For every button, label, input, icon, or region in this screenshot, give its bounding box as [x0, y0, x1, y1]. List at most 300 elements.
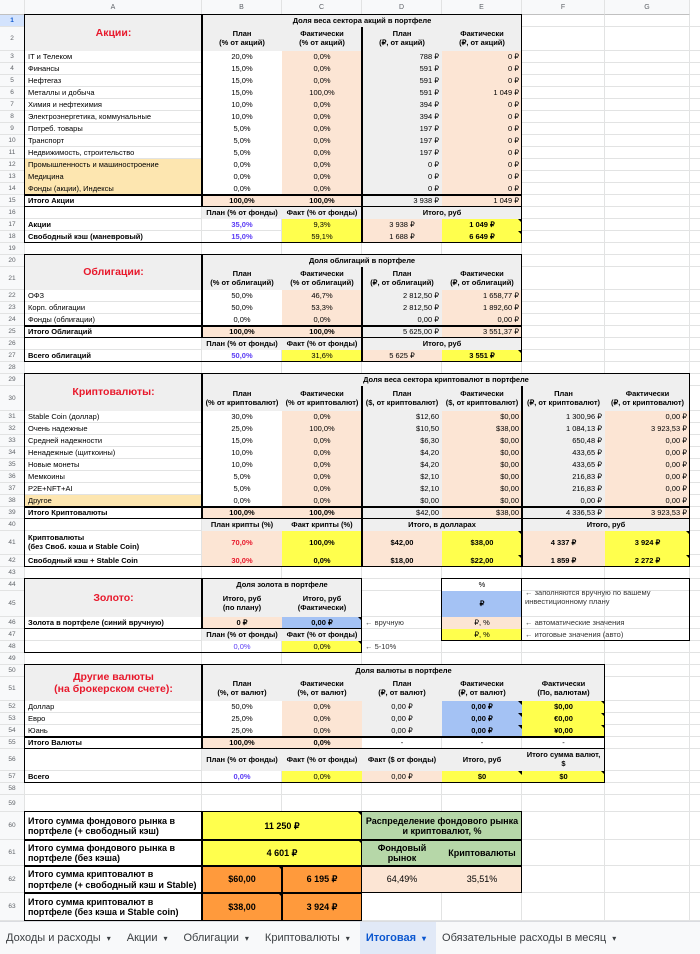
- stock-plan-rub: 591 ₽: [362, 87, 442, 99]
- crypto-category-name: Новые монеты: [28, 459, 80, 469]
- row-header[interactable]: 39: [0, 507, 25, 519]
- legend-note-total: ← итоговые значения (авто): [525, 629, 624, 639]
- row-header[interactable]: 7: [0, 99, 25, 111]
- crypto-total-plan-pct: 100,0%: [202, 507, 282, 519]
- currency-plan-pct[interactable]: 50,0%: [202, 701, 282, 713]
- bond-type-name: Корп. облигации: [28, 302, 86, 312]
- crypto-summary-fact-rub: 3 924 ₽: [605, 531, 690, 555]
- chevron-down-icon[interactable]: ▾: [345, 933, 350, 943]
- row-header[interactable]: 35: [0, 459, 25, 471]
- totals-crypto-usd: $38,00: [202, 893, 282, 921]
- stocks-total-fact-pct: 100,0%: [282, 195, 362, 207]
- crypto-plan-usd: $10,50: [362, 423, 442, 435]
- stock-fact-pct: 0,0%: [282, 171, 362, 183]
- row-header[interactable]: 62: [0, 866, 25, 893]
- bonds-summary-fact-rub: 3 551 ₽: [442, 350, 522, 362]
- distribution-crypto-header: Криптовалюты: [442, 840, 522, 866]
- sheet-tab[interactable]: [0, 922, 121, 954]
- crypto-summary-fact: 100,0%: [282, 531, 362, 555]
- bonds-column-header: План (% от облигаций): [202, 267, 282, 290]
- row-header[interactable]: 27: [0, 350, 25, 362]
- table-border: [362, 839, 522, 841]
- crypto-summary-plan[interactable]: 30,0%: [202, 555, 282, 567]
- crypto-fact-pct: 0,0%: [282, 495, 362, 507]
- crypto-summary-header: Итого, руб: [522, 519, 690, 531]
- stock-plan-rub: 394 ₽: [362, 99, 442, 111]
- row-header[interactable]: 36: [0, 471, 25, 483]
- stock-plan-rub: 197 ₽: [362, 147, 442, 159]
- stocks-summary-fact: 9,3%: [282, 219, 362, 231]
- row-header[interactable]: 46: [0, 617, 25, 629]
- bonds-summary-plan[interactable]: 50,0%: [231, 350, 253, 360]
- stock-sector-name: Финансы: [28, 63, 60, 73]
- gold-title: Золото:: [25, 579, 202, 617]
- row-header[interactable]: 57: [0, 771, 25, 783]
- stock-plan-pct[interactable]: 15,0%: [202, 87, 282, 99]
- crypto-summary-plan-rub: 4 337 ₽: [522, 531, 605, 555]
- crypto-column-header: План (₽, от криптовалют): [522, 386, 605, 411]
- row-header[interactable]: 14: [0, 183, 25, 195]
- crypto-plan-usd: $4,20: [362, 447, 442, 459]
- crypto-plan-pct[interactable]: 10,0%: [202, 459, 282, 471]
- currencies-column-header: План (₽, от валют): [362, 677, 442, 701]
- totals-row-label: Итого сумма фондового рынка в портфеле (+ свободный кэш): [28, 815, 176, 836]
- crypto-fact-rub: 0,00 ₽: [605, 471, 690, 483]
- bond-fact-pct: 0,0%: [282, 314, 362, 326]
- stock-plan-pct[interactable]: 0,0%: [202, 159, 282, 171]
- crypto-fact-pct: 0,0%: [282, 459, 362, 471]
- column-header-C[interactable]: C: [282, 0, 362, 15]
- chevron-down-icon[interactable]: ▾: [106, 933, 111, 943]
- chevron-down-icon[interactable]: ▾: [422, 933, 427, 943]
- stock-fact-pct: 0,0%: [282, 111, 362, 123]
- crypto-plan-rub: 1 300,96 ₽: [522, 411, 605, 423]
- crypto-category-name: Ненадежные (щиткоины): [28, 447, 116, 457]
- stock-fact-rub: 0 ₽: [442, 147, 522, 159]
- sheet-tab-label: Обязательные расходы в месяц: [442, 932, 607, 944]
- crypto-total-fact-rub: 3 923,53 ₽: [605, 507, 690, 519]
- currencies-total-plan-pct: 100,0%: [202, 737, 282, 749]
- row-header[interactable]: 59: [0, 795, 25, 812]
- crypto-fact-pct: 0,0%: [282, 471, 362, 483]
- table-border: [362, 865, 522, 867]
- currency-plan-pct[interactable]: 25,0%: [202, 713, 282, 725]
- stocks-summary-fact-rub: 6 649 ₽: [442, 231, 522, 243]
- stock-fact-pct: 0,0%: [282, 63, 362, 75]
- bonds-column-header: План (₽, от облигаций): [362, 267, 442, 290]
- stock-plan-pct[interactable]: 0,0%: [202, 183, 282, 195]
- row-header[interactable]: 45: [0, 591, 25, 617]
- sheet-tab[interactable]: [178, 922, 259, 954]
- crypto-summary-plan-rub: 1 859 ₽: [522, 555, 605, 567]
- row-header[interactable]: 51: [0, 677, 25, 701]
- stock-fact-rub: 0 ₽: [442, 135, 522, 147]
- bonds-summary-fact: 31,6%: [282, 350, 362, 362]
- row-header[interactable]: 33: [0, 435, 25, 447]
- row-header[interactable]: 15: [0, 195, 25, 207]
- crypto-group-header: Доля веса сектора криптовалют в портфеле: [202, 374, 690, 386]
- row-header[interactable]: 43: [0, 567, 25, 579]
- row-header[interactable]: 25: [0, 326, 25, 338]
- crypto-fact-usd: $0,00: [442, 447, 522, 459]
- column-header-B[interactable]: B: [202, 0, 282, 15]
- crypto-plan-pct[interactable]: 10,0%: [202, 447, 282, 459]
- row-header[interactable]: 20: [0, 255, 25, 267]
- bond-fact-rub: 0,00 ₽: [442, 314, 522, 326]
- gold-plan-rub: 0 ₽: [202, 617, 282, 629]
- table-border: [361, 267, 363, 338]
- crypto-fact-pct: 0,0%: [282, 411, 362, 423]
- stocks-summary-plan[interactable]: 35,0%: [231, 219, 253, 229]
- row-header[interactable]: 52: [0, 701, 25, 713]
- crypto-plan-pct[interactable]: 15,0%: [202, 435, 282, 447]
- crypto-plan-rub: 433,65 ₽: [522, 459, 605, 471]
- bonds-total-label: Итого Облигаций: [28, 326, 93, 336]
- chevron-down-icon[interactable]: ▾: [612, 933, 617, 943]
- totals-row-label: Итого сумма фондового рынка в портфеле (без кэша): [28, 842, 176, 863]
- stock-sector-name: Фонды (акции), Индексы: [25, 183, 202, 195]
- table-border: [25, 892, 362, 894]
- gold-range-note: ← 5-10%: [365, 641, 397, 651]
- sheet-tabs-bar: [0, 921, 700, 954]
- currency-name: Юань: [28, 725, 48, 735]
- stock-plan-pct[interactable]: 20,0%: [202, 51, 282, 63]
- bonds-summary-header: План (% от фонды): [202, 338, 282, 350]
- crypto-fact-pct: 0,0%: [282, 447, 362, 459]
- row-header[interactable]: 24: [0, 314, 25, 326]
- currency-fact-pct: 0,0%: [282, 701, 362, 713]
- totals-row-label: Итого сумма криптовалют в портфеле (+ свободный кэш и Stable): [28, 869, 197, 890]
- row-header[interactable]: 10: [0, 135, 25, 147]
- crypto-total-fact-usd: $38,00: [442, 507, 522, 519]
- stock-fact-pct: 0,0%: [282, 99, 362, 111]
- legend-swatch-manual-pct: %: [442, 579, 522, 591]
- currencies-total-fact-pct: 0,0%: [282, 737, 362, 749]
- currency-fact-rub-input[interactable]: 0,00 ₽: [442, 725, 522, 737]
- stock-plan-pct[interactable]: 15,0%: [202, 75, 282, 87]
- currencies-summary-header: План (% от фонды): [202, 749, 282, 771]
- crypto-fact-usd: $38,00: [442, 423, 522, 435]
- row-header[interactable]: 16: [0, 207, 25, 219]
- crypto-summary-fact-rub: 2 272 ₽: [605, 555, 690, 567]
- crypto-summary-plan-usd: $42,00: [362, 531, 442, 555]
- row-header[interactable]: 41: [0, 531, 25, 555]
- bond-plan-pct[interactable]: 0,0%: [202, 314, 282, 326]
- stock-plan-pct[interactable]: 0,0%: [202, 171, 282, 183]
- bond-plan-pct[interactable]: 50,0%: [202, 302, 282, 314]
- totals-crypto-rub: 3 924 ₽: [282, 893, 362, 921]
- crypto-fact-usd: $0,00: [442, 435, 522, 447]
- gold-fact-rub-input[interactable]: 0,00 ₽: [282, 617, 362, 629]
- stock-plan-pct[interactable]: 5,0%: [202, 147, 282, 159]
- crypto-plan-pct[interactable]: 30,0%: [202, 411, 282, 423]
- table-border: [361, 207, 363, 243]
- crypto-fact-rub: 0,00 ₽: [605, 483, 690, 495]
- crypto-summary-label: Криптовалюты (без Своб. кэша и Stable Coin): [28, 533, 140, 551]
- stocks-summary-plan-rub: 1 688 ₽: [362, 231, 442, 243]
- row-header[interactable]: 2: [0, 27, 25, 51]
- bonds-summary-plan-rub: 5 625 ₽: [362, 350, 442, 362]
- stocks-summary-plan[interactable]: 15,0%: [231, 231, 253, 241]
- row-header[interactable]: 3: [0, 51, 25, 63]
- column-header-A[interactable]: A: [25, 0, 202, 15]
- row-header[interactable]: 37: [0, 483, 25, 495]
- crypto-plan-rub: 216,83 ₽: [522, 471, 605, 483]
- stocks-total-label: Итого Акции: [28, 195, 75, 205]
- chevron-down-icon[interactable]: ▾: [163, 933, 168, 943]
- sheet-tab-label: Криптовалюты: [264, 932, 340, 944]
- crypto-category-name: Другое: [25, 495, 202, 507]
- column-header-E[interactable]: E: [442, 0, 522, 15]
- bond-plan-pct[interactable]: 50,0%: [202, 290, 282, 302]
- crypto-plan-rub: 650,48 ₽: [522, 435, 605, 447]
- table-border: [25, 839, 362, 841]
- bond-plan-rub: 2 812,50 ₽: [362, 302, 442, 314]
- row-header[interactable]: 47: [0, 629, 25, 641]
- gold-summary-header: План (% от фонды): [202, 629, 282, 641]
- row-header[interactable]: 48: [0, 641, 25, 653]
- stocks-total-plan-rub: 3 938 ₽: [362, 195, 442, 207]
- row-header[interactable]: 50: [0, 665, 25, 677]
- crypto-plan-usd: $2,10: [362, 471, 442, 483]
- currency-fact-amount: ¥0,00: [522, 725, 605, 737]
- currency-fact-rub-input[interactable]: 0,00 ₽: [442, 713, 522, 725]
- stock-sector-name: Нефтегаз: [28, 75, 62, 85]
- totals-stock-value: 11 250 ₽: [202, 812, 362, 840]
- stock-plan-rub: 788 ₽: [362, 51, 442, 63]
- row-header[interactable]: 28: [0, 362, 25, 374]
- sheet-tab[interactable]: [121, 922, 178, 954]
- stock-sector-name: Недвижимость, строительство: [28, 147, 135, 157]
- row-header[interactable]: 8: [0, 111, 25, 123]
- currency-plan-rub: 0,00 ₽: [362, 725, 442, 737]
- stock-sector-name: IT и Телеком: [28, 51, 73, 61]
- bonds-total-plan-pct: 100,0%: [202, 326, 282, 338]
- bond-plan-rub: 2 812,50 ₽: [362, 290, 442, 302]
- currency-plan-pct[interactable]: 25,0%: [202, 725, 282, 737]
- currencies-total-fact-cur: -: [562, 737, 565, 747]
- crypto-plan-pct[interactable]: 0,0%: [202, 495, 282, 507]
- crypto-plan-rub: 216,83 ₽: [522, 483, 605, 495]
- crypto-category-name: Мемкоины: [28, 471, 65, 481]
- row-header[interactable]: 55: [0, 737, 25, 749]
- bond-plan-rub: 0,00 ₽: [362, 314, 442, 326]
- table-border: [361, 27, 363, 207]
- currency-fact-rub-input[interactable]: 0,00 ₽: [442, 701, 522, 713]
- legend-swatch-manual-rub: ₽: [442, 591, 522, 617]
- gold-column-header: Итого, руб (Фактически): [282, 591, 362, 617]
- stocks-summary-plan-rub: 3 938 ₽: [362, 219, 442, 231]
- stocks-summary-header: План (% от фонды): [202, 207, 282, 219]
- row-header[interactable]: 34: [0, 447, 25, 459]
- stock-plan-rub: 197 ₽: [362, 123, 442, 135]
- crypto-column-header: Фактически (% от криптовалют): [282, 386, 362, 411]
- table-border: [25, 865, 362, 867]
- table-border: [25, 325, 522, 327]
- row-header[interactable]: 1: [0, 15, 25, 27]
- currencies-column-header: Фактически (По, валютам): [522, 677, 605, 701]
- gold-summary-plan[interactable]: 0,0%: [233, 641, 251, 651]
- sheet-tab[interactable]: [436, 922, 626, 954]
- row-header[interactable]: 26: [0, 338, 25, 350]
- table-border: [201, 15, 203, 207]
- row-header[interactable]: 56: [0, 749, 25, 771]
- stock-plan-pct[interactable]: 5,0%: [202, 123, 282, 135]
- table-border: [201, 812, 203, 921]
- stock-plan-rub: 394 ₽: [362, 111, 442, 123]
- bonds-total-fact-pct: 100,0%: [282, 326, 362, 338]
- crypto-title: Криптовалюты:: [25, 374, 202, 411]
- distribution-crypto-pct: 35,51%: [442, 866, 522, 893]
- table-border: [281, 866, 283, 921]
- row-header[interactable]: 29: [0, 374, 25, 386]
- table-border: [361, 519, 363, 567]
- table-border: [201, 374, 203, 519]
- currencies-summary-header: Итого сумма валют, $: [522, 749, 605, 771]
- stock-sector-name: Транспорт: [28, 135, 65, 145]
- row-header[interactable]: 19: [0, 243, 25, 255]
- stocks-summary-header: Факт (% от фонды): [282, 207, 362, 219]
- row-header[interactable]: 6: [0, 87, 25, 99]
- crypto-plan-usd: $4,20: [362, 459, 442, 471]
- row-header[interactable]: 30: [0, 386, 25, 411]
- crypto-plan-usd: $6,30: [362, 435, 442, 447]
- stock-plan-pct[interactable]: 10,0%: [202, 99, 282, 111]
- stock-plan-pct[interactable]: 10,0%: [202, 111, 282, 123]
- crypto-fact-rub: 0,00 ₽: [605, 411, 690, 423]
- row-header[interactable]: 11: [0, 147, 25, 159]
- row-header[interactable]: 44: [0, 579, 25, 591]
- stock-fact-rub: 0 ₽: [442, 111, 522, 123]
- row-header[interactable]: 54: [0, 725, 25, 737]
- crypto-category-name: P2E+NFT+AI: [28, 483, 73, 493]
- row-header[interactable]: 22: [0, 290, 25, 302]
- currencies-title: Другие валюты (на брокерском счете):: [25, 665, 202, 701]
- stock-plan-rub: 591 ₽: [362, 63, 442, 75]
- bond-fact-pct: 53,3%: [282, 302, 362, 314]
- crypto-plan-rub: 433,65 ₽: [522, 447, 605, 459]
- totals-row-label: Итого сумма криптовалют в портфеле (без кэша и Stable coin): [28, 896, 179, 917]
- stocks-column-header: Фактически (₽, от акций): [442, 27, 522, 51]
- distribution-stock-pct: 64,49%: [362, 866, 442, 893]
- gold-row-label: Золота в портфеле (синий вручную): [28, 617, 164, 627]
- row-header[interactable]: 49: [0, 653, 25, 665]
- stock-plan-pct[interactable]: 15,0%: [202, 63, 282, 75]
- sheet-tab-label: Доходы и расходы: [6, 932, 101, 944]
- bonds-summary-header: Итого, руб: [362, 338, 522, 350]
- row-header[interactable]: 21: [0, 267, 25, 290]
- row-header[interactable]: 60: [0, 812, 25, 840]
- bonds-summary-header: Факт (% от фонды): [282, 338, 362, 350]
- stock-fact-rub: 0 ₽: [442, 159, 522, 171]
- crypto-fact-pct: 0,0%: [282, 483, 362, 495]
- crypto-plan-pct[interactable]: 25,0%: [202, 423, 282, 435]
- row-header[interactable]: 53: [0, 713, 25, 725]
- table-border: [521, 519, 523, 567]
- sheet-tab[interactable]: [259, 922, 360, 954]
- stocks-summary-label: Свободный кэш (маневровый): [28, 231, 143, 241]
- stocks-summary-fact-rub: 1 049 ₽: [442, 219, 522, 231]
- gold-group-header: Доля золота в портфеле: [202, 579, 362, 591]
- crypto-plan-pct[interactable]: 5,0%: [202, 483, 282, 495]
- row-header[interactable]: 31: [0, 411, 25, 423]
- column-header-D[interactable]: D: [362, 0, 442, 15]
- stocks-title: Акции:: [25, 15, 202, 51]
- stock-plan-rub: 197 ₽: [362, 135, 442, 147]
- stock-fact-rub: 0 ₽: [442, 75, 522, 87]
- crypto-plan-rub: 0,00 ₽: [522, 495, 605, 507]
- gold-manual-note: ← вручную: [365, 617, 404, 627]
- stock-fact-pct: 0,0%: [282, 147, 362, 159]
- row-header[interactable]: 17: [0, 219, 25, 231]
- sheet-tab-label: Акции: [126, 932, 158, 944]
- row-header[interactable]: 18: [0, 231, 25, 243]
- row-header[interactable]: 61: [0, 840, 25, 866]
- stock-fact-pct: 0,0%: [282, 123, 362, 135]
- row-header[interactable]: 4: [0, 63, 25, 75]
- currencies-total-label: Итого Валюты: [28, 737, 82, 747]
- legend-swatch-auto: ₽, %: [442, 617, 522, 629]
- gold-summary-fact: 0,0%: [282, 641, 362, 653]
- crypto-fact-usd: $0,00: [442, 495, 522, 507]
- table-border: [521, 386, 523, 519]
- crypto-summary-header: Итого, в долларах: [362, 519, 522, 531]
- sheet-tab[interactable]: [360, 922, 436, 954]
- stock-sector-name: Промышленность и машиностроение: [25, 159, 202, 171]
- chevron-down-icon[interactable]: ▾: [244, 933, 249, 943]
- row-header[interactable]: 9: [0, 123, 25, 135]
- row-header[interactable]: 23: [0, 302, 25, 314]
- crypto-summary-fact-usd: $38,00: [442, 531, 522, 555]
- row-header[interactable]: 13: [0, 171, 25, 183]
- stocks-summary-fact: 59,1%: [282, 231, 362, 243]
- row-header[interactable]: 5: [0, 75, 25, 87]
- row-header[interactable]: 40: [0, 519, 25, 531]
- crypto-category-name: Очень надежные: [28, 423, 88, 433]
- legend-note-manual: ← заполняются вручную по вашему инвестиционному плану: [525, 588, 651, 606]
- bonds-column-header: Фактически (₽, от облигаций): [442, 267, 522, 290]
- row-header[interactable]: 63: [0, 893, 25, 921]
- crypto-fact-usd: $0,00: [442, 483, 522, 495]
- crypto-fact-rub: 0,00 ₽: [605, 495, 690, 507]
- stocks-column-header: План (% от акций): [202, 27, 282, 51]
- bonds-title: Облигации:: [25, 255, 202, 290]
- column-header-F[interactable]: F: [522, 0, 605, 15]
- stock-sector-name: Медицина: [25, 171, 202, 183]
- crypto-column-header: Фактически ($, от криптовалют): [442, 386, 522, 411]
- bonds-column-header: Фактически (% от облигаций): [282, 267, 362, 290]
- row-header[interactable]: 12: [0, 159, 25, 171]
- select-all-corner[interactable]: [0, 0, 25, 15]
- column-header-G[interactable]: G: [605, 0, 690, 15]
- crypto-summary-plan-usd: $18,00: [362, 555, 442, 567]
- crypto-summary-plan[interactable]: 70,0%: [202, 531, 282, 555]
- row-header[interactable]: 42: [0, 555, 25, 567]
- crypto-plan-pct[interactable]: 5,0%: [202, 471, 282, 483]
- row-header[interactable]: 58: [0, 783, 25, 795]
- currencies-total-plan-rub: -: [400, 737, 404, 747]
- distribution-title: Распределение фондового рынка и криптовалют, %: [362, 812, 522, 840]
- stocks-column-header: План (₽, от акций): [362, 27, 442, 51]
- stock-plan-rub: 0 ₽: [362, 171, 442, 183]
- currencies-summary-plan[interactable]: 0,0%: [233, 771, 251, 781]
- stocks-group-header: Доля веса сектора акций в портфеле: [202, 15, 522, 27]
- stock-plan-pct[interactable]: 5,0%: [202, 135, 282, 147]
- row-header[interactable]: 32: [0, 423, 25, 435]
- row-header[interactable]: 38: [0, 495, 25, 507]
- currencies-summary-fact-usd: 0,00 ₽: [362, 771, 442, 783]
- currency-fact-amount: €0,00: [522, 713, 605, 725]
